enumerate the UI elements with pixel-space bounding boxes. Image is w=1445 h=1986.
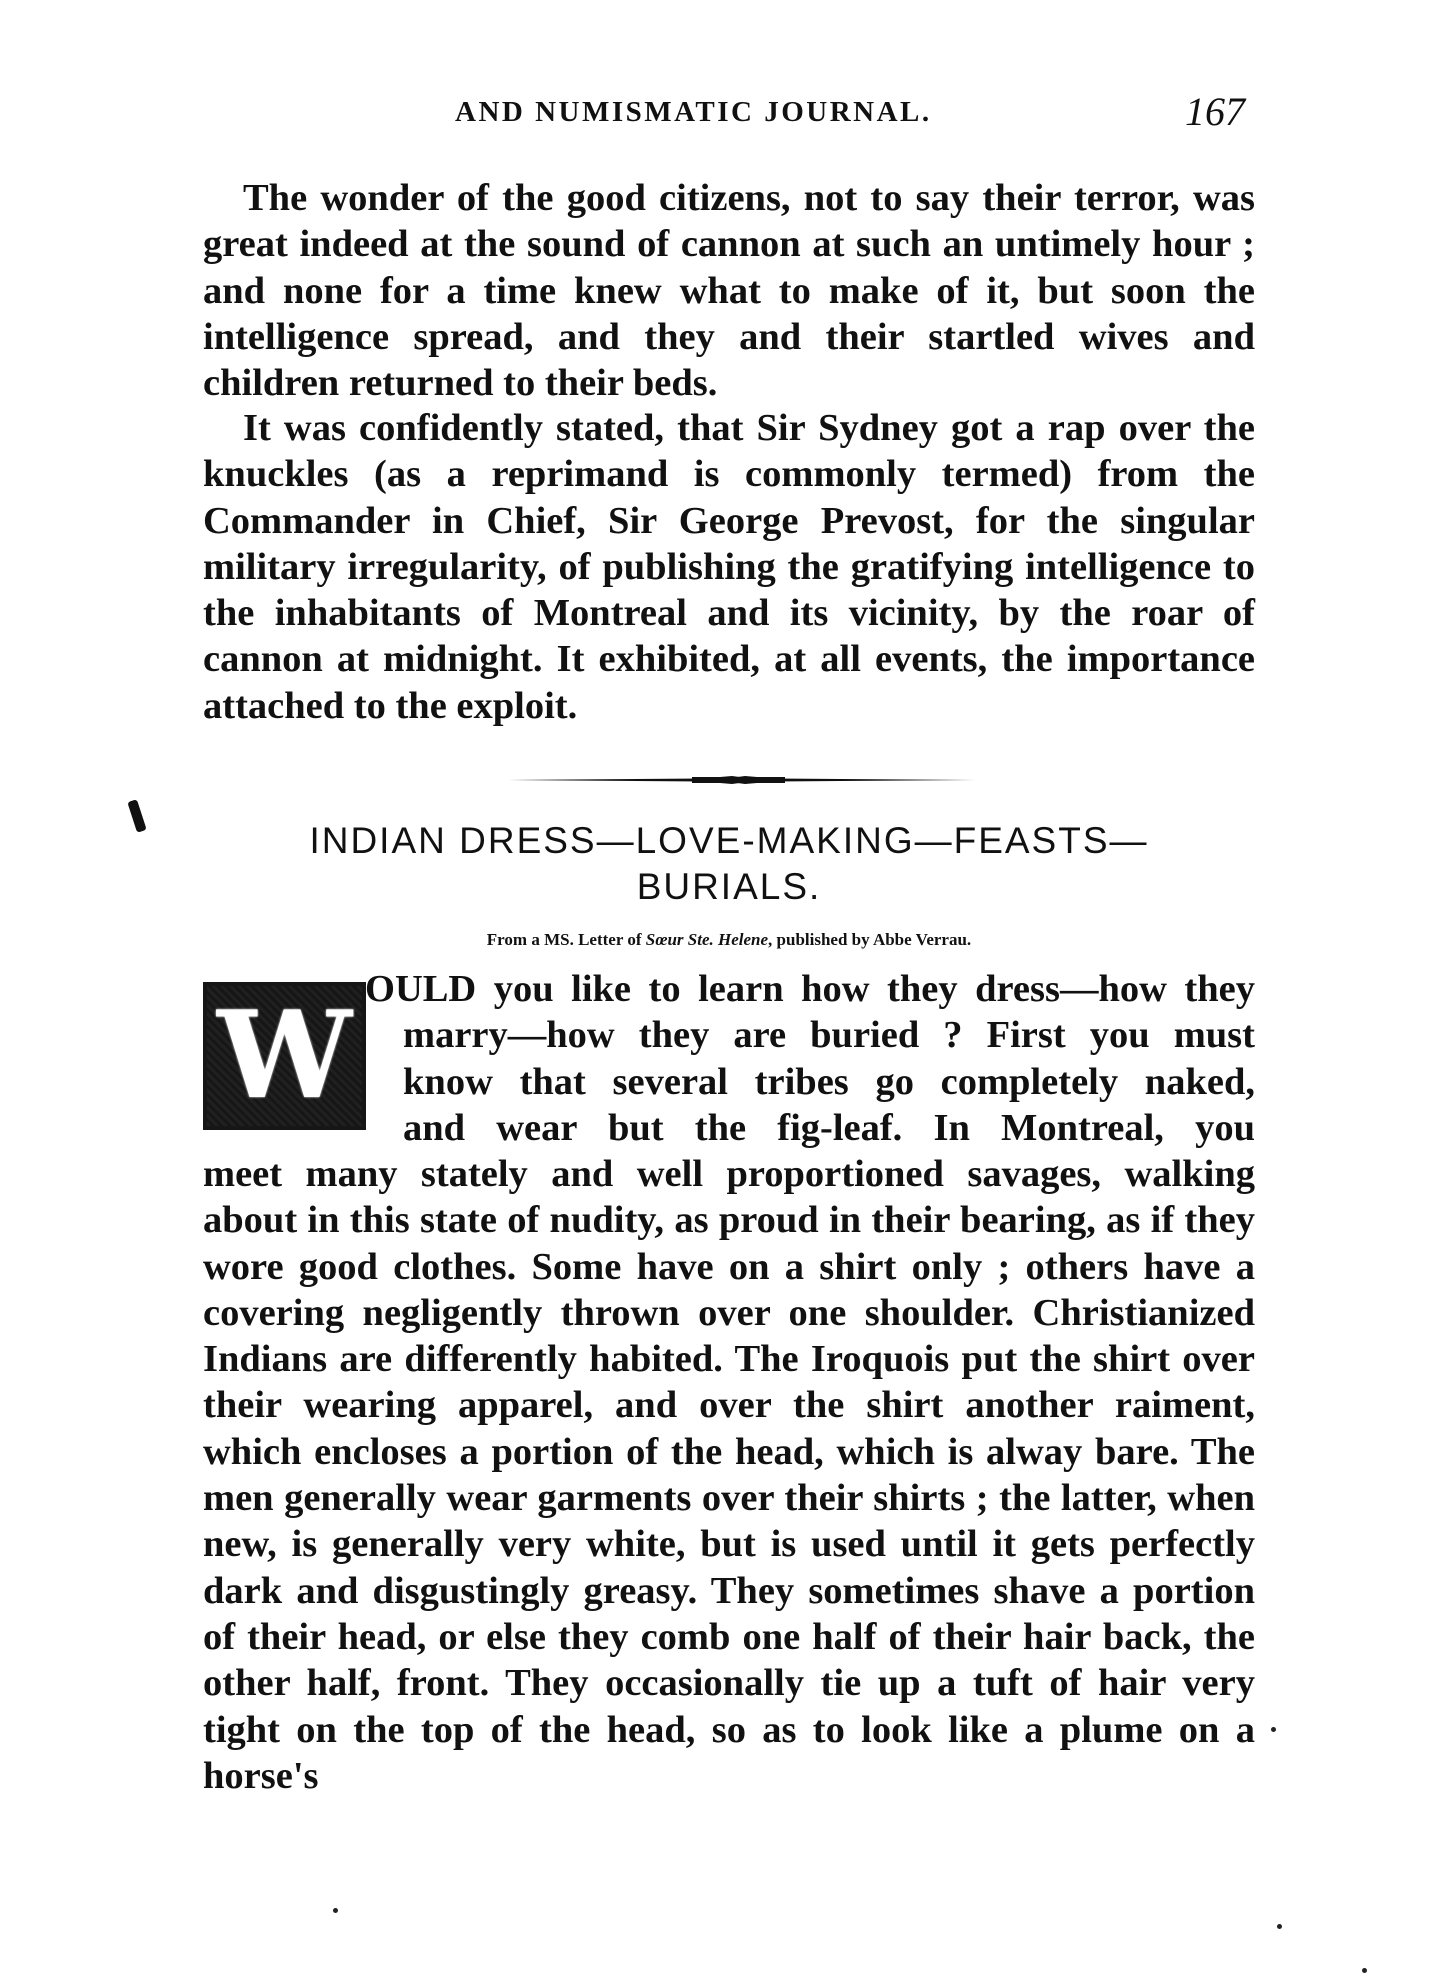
- paragraph-2: [203, 405, 1255, 729]
- section-divider-ornament: [502, 774, 975, 786]
- paragraph-text: It was confidently stated, that Sir Sydney got a rap over the knuckles (as a reprimand is commonly termed) from the Commander in Chief, Sir George Prevost, for the singular military irregularity, of publishing the gratifying intelligence to the inhabitants of Montreal and its vicinity, by the roar of cannon at midnight. It exhibited, at all events, the importance attached to the exploit.: [203, 407, 1255, 727]
- source-suffix: , published by Abbe Verrau.: [768, 930, 972, 949]
- print-speck: [1277, 1924, 1282, 1929]
- running-title: AND NUMISMATIC JOURNAL.: [455, 96, 932, 128]
- paragraph-1: [203, 175, 1255, 406]
- article-body-text: meet many stately and well proportioned savages, walking about in this state of nudity, as proud in their bearing, as if they wore good clothes. Some have on a shirt only ; others have a covering negligently thrown over one shoulder. Christianized Indians are differently habited. The Iroquois put the shirt over their wearing apparel, and over the shirt another raiment, which encloses a portion of the head, which is alway bare. The men generally wear garments over their shirts ; the latter, when new, is generally very white, but is used until it gets perfectly dark and disgustingly greasy. They sometimes shave a portion of their head, or else they comb one half of their hair back, the other half, front. They occasionally tie up a tuft of hair very tight on the top of the head, so as to look like a plume on a horse's: [203, 1153, 1255, 1797]
- cap-line-3: know that several tribes go completely naked,: [403, 1060, 1255, 1103]
- source-author: Sœur Ste. Helene: [645, 930, 769, 949]
- article-source: [203, 930, 1255, 950]
- page-number: 167: [1185, 89, 1245, 134]
- decorated-drop-cap: [203, 982, 366, 1130]
- drop-cap-letter: W: [217, 985, 352, 1126]
- article-body: [203, 1151, 1255, 1799]
- cap-line-1: OULD you like to learn how they dress—how they: [365, 968, 1255, 1010]
- print-speck: [1271, 1727, 1276, 1732]
- cap-line-4: and wear but the fig-leaf. In Montreal, you: [403, 1106, 1255, 1149]
- margin-ink-mark: [127, 799, 146, 833]
- drop-cap-lines: [365, 966, 1255, 1151]
- article-title-line-2: BURIALS.: [636, 866, 822, 907]
- source-prefix: From a MS. Letter of: [486, 930, 646, 949]
- article-title: [203, 818, 1255, 910]
- print-speck: [1362, 1968, 1367, 1973]
- paragraph-text: The wonder of the good citizens, not to say their terror, was great indeed at the sound of cannon at such an untimely hour ; and none for a time knew what to make of it, but soon the intelligence spread, and they and their startled wives and children returned to their beds.: [203, 177, 1255, 405]
- print-speck: [333, 1908, 338, 1913]
- article-title-line-1: INDIAN DRESS—LOVE-MAKING—FEASTS—: [309, 820, 1149, 861]
- cap-line-2: marry—how they are buried ? First you must: [403, 1014, 1255, 1057]
